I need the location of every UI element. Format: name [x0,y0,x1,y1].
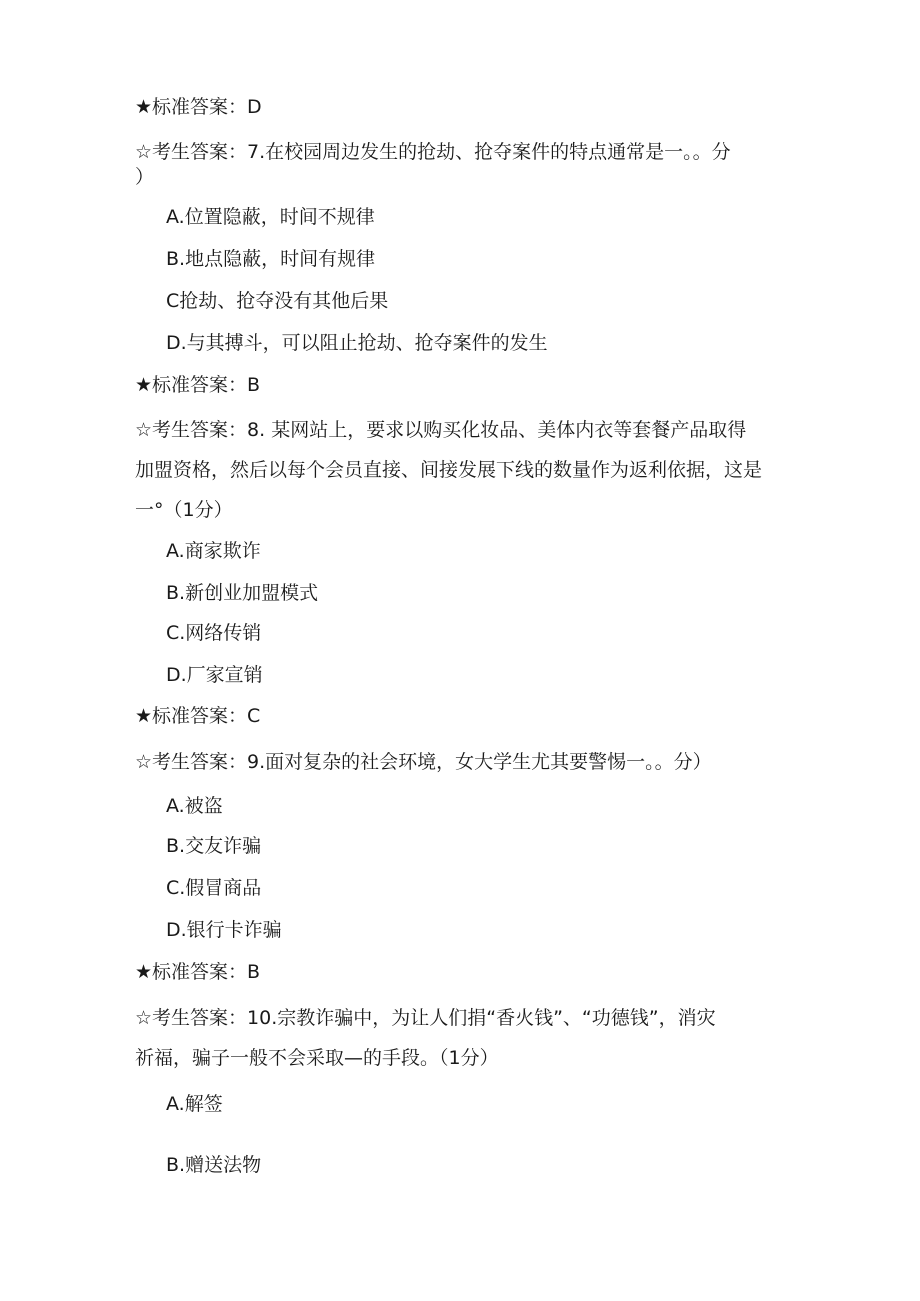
answer-key-line: ★标准答案：D [135,96,262,118]
question-line: ☆考生答案：8. 某网站上，要求以购买化妆品、美体内衣等套餐产品取得 [135,419,747,441]
question-line: ☆考生答案：9.面对复杂的社会环境，女大学生尤其要警惕一。。分） [135,751,712,773]
option-line: C.假冒商品 [166,877,262,899]
option-line: B.赠送法物 [166,1154,262,1176]
option-line: D.与其搏斗，可以阻止抢劫、抢夺案件的发生 [166,332,548,354]
option-line: A.解签 [166,1093,223,1115]
question-line: 一°（1分） [135,499,233,521]
answer-key-line: ★标准答案：B [135,374,261,396]
question-line: 祈福，骗子一般不会采取—的手段。（1分） [135,1047,499,1069]
question-line: ☆考生答案：10.宗教诈骗中，为让人们捐“香火钱”、“功德钱”，消灾 [135,1007,716,1029]
option-line: D.厂家宣销 [166,664,263,686]
option-line: D.银行卡诈骗 [166,919,282,941]
question-line: 加盟资格，然后以每个会员直接、间接发展下线的数量作为返利依据，这是 [135,459,763,481]
option-line: C抢劫、抢夺没有其他后果 [166,290,389,312]
option-line: A.被盗 [166,795,223,817]
question-line: ☆考生答案：7.在校园周边发生的抢劫、抢夺案件的特点通常是一。。分 [135,141,731,163]
option-line: B.交友诈骗 [166,835,262,857]
option-line: B.地点隐蔽，时间有规律 [166,248,376,270]
answer-key-line: ★标准答案：B [135,961,261,983]
option-line: B.新创业加盟模式 [166,582,319,604]
option-line: A.商家欺诈 [166,540,261,562]
option-line: C.网络传销 [166,622,262,644]
option-line: A.位置隐蔽，时间不规律 [166,206,375,228]
answer-key-line: ★标准答案：C [135,705,261,727]
question-line: ） [135,166,155,188]
